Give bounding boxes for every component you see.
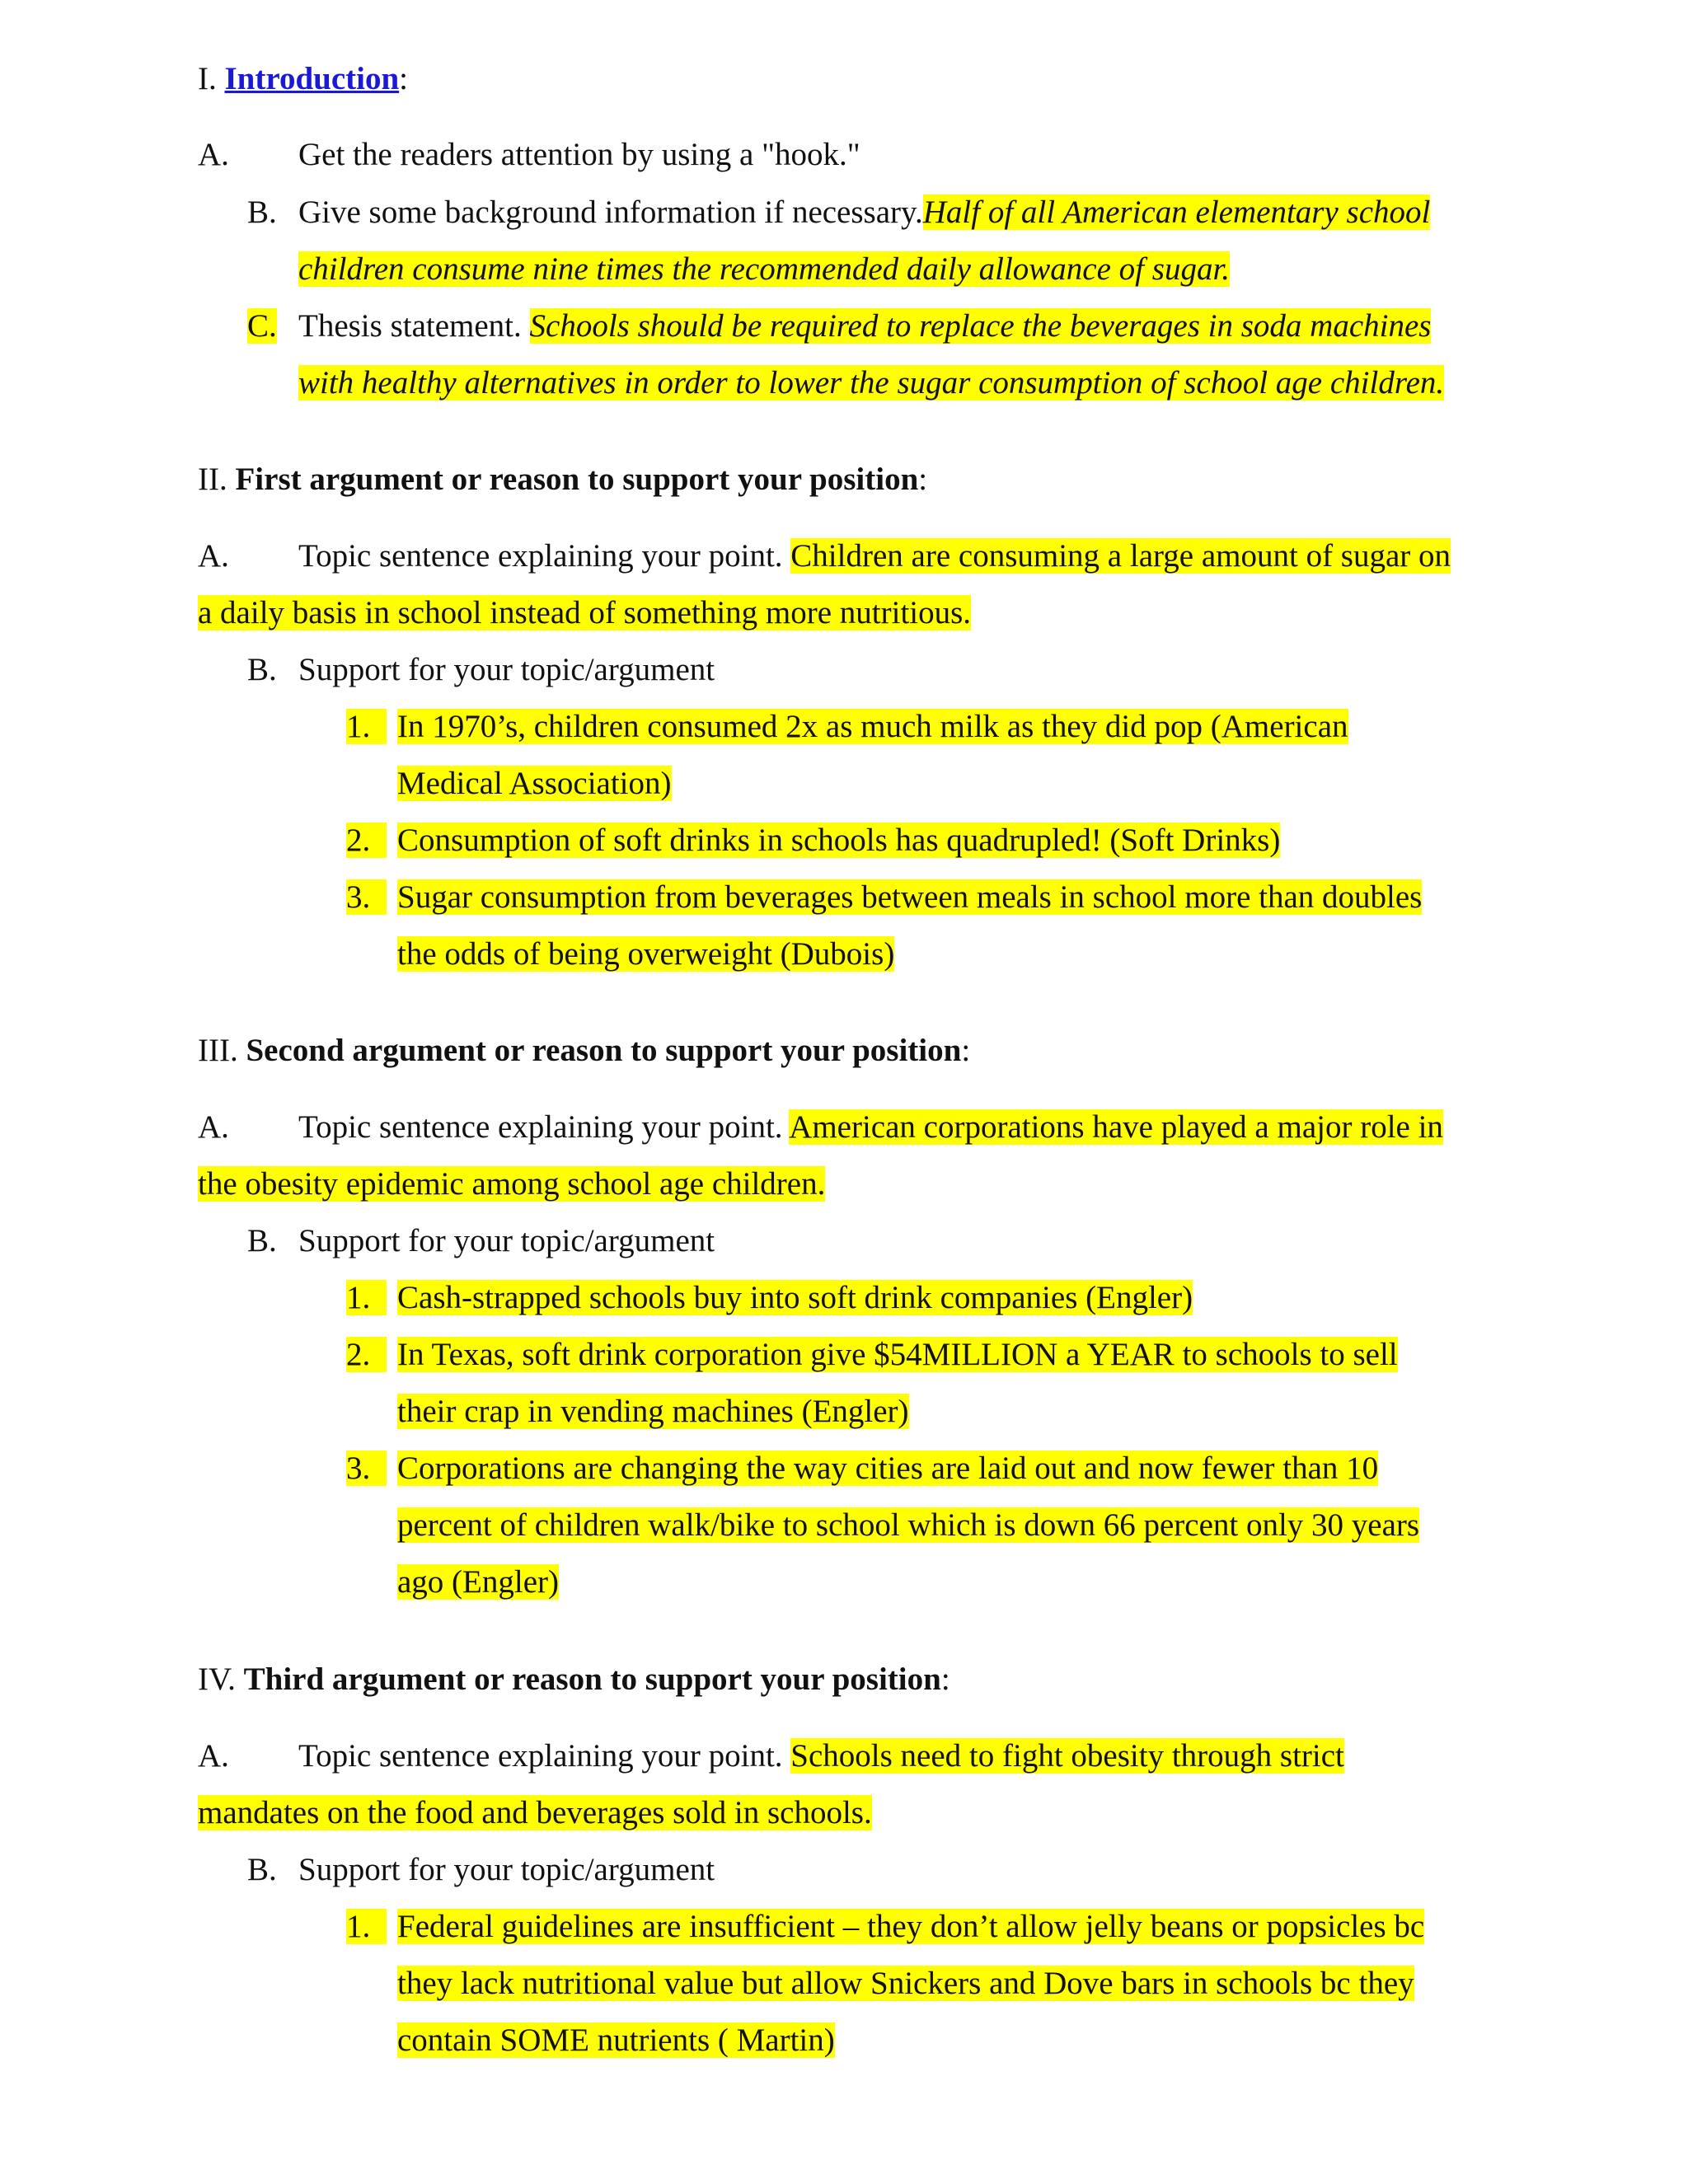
first-item-2-line1: Consumption of soft drinks in schools has quadrupled! (Soft Drinks) bbox=[397, 823, 1281, 858]
first-a-highlight-1: Children are consuming a large amount of sugar on bbox=[790, 538, 1451, 574]
first-item-1-line1: In 1970’s, children consumed 2x as much milk as they did pop (American bbox=[397, 709, 1348, 744]
second-item-2-num: 2. bbox=[346, 1332, 387, 1378]
first-item-3-line2: the odds of being overweight (Dubois) bbox=[397, 936, 895, 972]
second-item-3-line1: Corporations are changing the way cities are laid out and now fewer than 10 bbox=[397, 1451, 1379, 1486]
intro-c-highlight-1: Schools should be required to replace the beverages in soda machines bbox=[529, 308, 1432, 344]
second-a-highlight-1: American corporations have played a major role in bbox=[789, 1109, 1443, 1145]
intro-c-line1: Thesis statement. Schools should be required to replace the beverages in soda machines bbox=[298, 308, 1432, 344]
second-a-letter: A. bbox=[198, 1109, 229, 1145]
third-a-letter: A. bbox=[198, 1738, 229, 1774]
first-item-3-num: 3. bbox=[346, 874, 387, 921]
section-heading-third: IV. Third argument or reason to support your position: bbox=[198, 1661, 950, 1697]
third-item-1-line1: Federal guidelines are insufficient – they don’t allow jelly beans or popsicles bc bbox=[397, 1909, 1425, 1944]
intro-c-highlight-2: with healthy alternatives in order to lower the sugar consumption of school age children. bbox=[298, 365, 1445, 401]
first-b-letter: B. bbox=[247, 652, 277, 687]
third-a-highlight-2: mandates on the food and beverages sold in schools. bbox=[198, 1795, 872, 1830]
first-a-line2 bbox=[198, 590, 971, 636]
second-a-line1: Topic sentence explaining your point. American corporations have played a major role in bbox=[298, 1109, 1443, 1145]
intro-c-letter: C. bbox=[247, 308, 277, 344]
first-a-letter: A. bbox=[198, 538, 229, 574]
first-item-1-num: 1. bbox=[346, 704, 387, 750]
intro-b-line1: Give some background information if necessary.Half of all American elementary school bbox=[298, 194, 1431, 230]
second-item-1-line1: Cash-strapped schools buy into soft drink companies (Engler) bbox=[397, 1280, 1193, 1315]
second-a-line2 bbox=[198, 1161, 825, 1207]
third-a-line1: Topic sentence explaining your point. Schools need to fight obesity through strict bbox=[298, 1738, 1344, 1774]
second-item-1-num: 1. bbox=[346, 1275, 387, 1321]
second-b-letter: B. bbox=[247, 1223, 277, 1258]
third-b-text: Support for your topic/argument bbox=[298, 1852, 715, 1887]
first-a-highlight-2: a daily basis in school instead of something more nutritious. bbox=[198, 595, 972, 630]
intro-a-letter: A. bbox=[198, 137, 229, 172]
second-item-3-line2: percent of children walk/bike to school which is down 66 percent only 30 years bbox=[397, 1507, 1420, 1543]
first-item-3-line1: Sugar consumption from beverages between meals in school more than doubles bbox=[397, 879, 1423, 915]
section-heading-first: II. First argument or reason to support your position: bbox=[198, 462, 928, 497]
second-item-2-line1: In Texas, soft drink corporation give $54MILLION a YEAR to schools to sell bbox=[397, 1337, 1398, 1372]
third-a-highlight-1: Schools need to fight obesity through strict bbox=[790, 1738, 1344, 1774]
second-item-3-num: 3. bbox=[346, 1446, 387, 1492]
intro-b-highlight-1: Half of all American elementary school bbox=[922, 194, 1431, 230]
first-a-line1: Topic sentence explaining your point. Children are consuming a large amount of sugar on bbox=[298, 538, 1451, 574]
first-item-2-num: 2. bbox=[346, 818, 387, 864]
first-b-text: Support for your topic/argument bbox=[298, 652, 715, 687]
intro-b-highlight-2: children consume nine times the recommended daily allowance of sugar. bbox=[298, 251, 1231, 287]
intro-a-text: Get the readers attention by using a "hook." bbox=[298, 137, 860, 172]
section-heading-intro: I. Introduction: bbox=[198, 61, 409, 96]
second-item-2-line2: their crap in vending machines (Engler) bbox=[397, 1394, 909, 1429]
third-item-1-line2: they lack nutritional value but allow Snickers and Dove bars in schools bc they bbox=[397, 1966, 1414, 2001]
second-a-highlight-2: the obesity epidemic among school age children. bbox=[198, 1166, 826, 1202]
third-a-line2 bbox=[198, 1790, 872, 1836]
third-item-1-line3: contain SOME nutrients ( Martin) bbox=[397, 2022, 835, 2058]
section-heading-second: III. Second argument or reason to support your position: bbox=[198, 1033, 971, 1068]
introduction-link[interactable]: Introduction bbox=[224, 61, 400, 96]
second-b-text: Support for your topic/argument bbox=[298, 1223, 715, 1258]
second-item-3-line3: ago (Engler) bbox=[397, 1564, 559, 1600]
intro-b-letter: B. bbox=[247, 194, 277, 230]
intro-c-line2 bbox=[298, 360, 1444, 406]
intro-b-line2 bbox=[298, 246, 1230, 293]
third-b-letter: B. bbox=[247, 1852, 277, 1887]
first-item-1-line2: Medical Association) bbox=[397, 766, 672, 801]
third-item-1-num: 1. bbox=[346, 1904, 387, 1950]
